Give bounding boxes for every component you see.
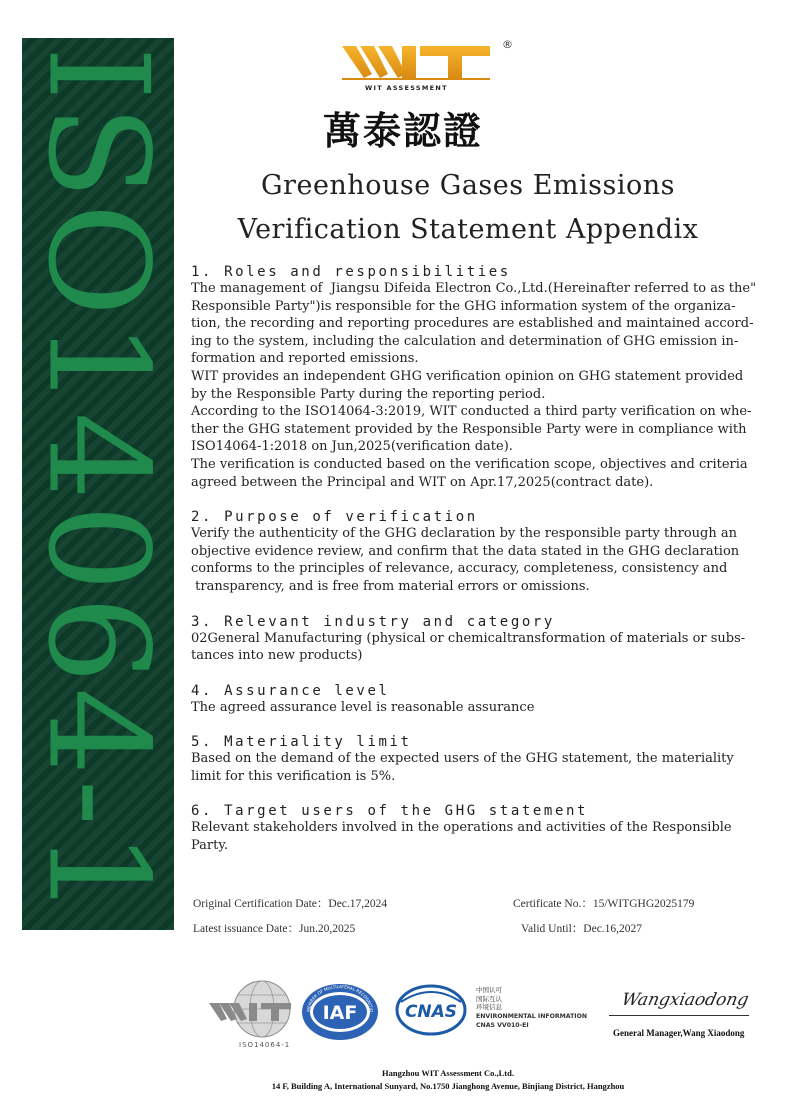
globe-icon — [207, 975, 297, 1043]
signature-script: Wangxiaodong — [619, 990, 751, 1010]
section-3 — [191, 614, 771, 665]
footer-address: 14 F, Building A, International Sunyard, No.1750 Jianghong Avenue, Binjiang District, Hangzhou — [271, 1081, 625, 1091]
section-paragraph — [191, 630, 771, 665]
section-body — [191, 750, 771, 785]
text-line: The management of Jiangsu Difeida Electron Co.,Ltd.(Hereinafter referred to as the" — [191, 281, 757, 296]
text-line: by the Responsible Party during the reporting period. — [191, 386, 546, 402]
valid-until-date: Valid Until：Dec.16,2027 — [521, 923, 643, 935]
cnas-cn-line-2: 国际互认 — [476, 994, 502, 1003]
text-line: ing to the system, including the calculation and determination of GHG emission in- — [191, 333, 739, 349]
signatory-title: General Manager,Wang Xiaodong — [613, 1028, 745, 1038]
section-body — [191, 819, 771, 854]
cnas-emblem-icon — [395, 984, 467, 1036]
iaf-emblem-icon — [300, 982, 380, 1042]
text-line: Relevant stakeholders involved in the operations and activities of the Responsible — [191, 820, 732, 836]
text-line: The agreed assurance level is reasonable assurance — [191, 699, 535, 715]
certificate-number: Certificate No.：15/WITGHG2025179 — [513, 898, 695, 910]
iaf-seal — [300, 982, 380, 1042]
section-heading: 2. Purpose of verification — [191, 509, 478, 526]
section-body — [191, 280, 771, 491]
registered-mark: ® — [502, 38, 513, 51]
wit-assessment-caption: WIT ASSESSMENT — [365, 84, 448, 92]
section-2 — [191, 509, 771, 595]
cnas-seal — [395, 984, 467, 1036]
text-line: WIT provides an independent GHG verification opinion on GHG statement provided — [191, 368, 744, 384]
statement-content — [191, 264, 771, 873]
text-line: tion, the recording and reporting procedures are established and maintained accord- — [191, 316, 754, 332]
latest-issuance-date: Latest issuance Date：Jun.20,2025 — [193, 923, 356, 935]
text-line: tances into new products) — [191, 648, 363, 664]
text-line: 02General Manufacturing (physical or chemicaltransformation of materials or subs- — [191, 630, 746, 646]
text-line: objective evidence review, and confirm that the data stated in the GHG declaration — [191, 543, 740, 559]
iso-sidebar-band — [17, 38, 179, 930]
wit-logo-mark-icon — [342, 40, 490, 82]
cnas-cn-line-1: 中国认可 — [476, 986, 502, 994]
wit-globe-seal — [207, 975, 297, 1055]
section-paragraph — [191, 403, 771, 456]
section-paragraph — [191, 750, 771, 785]
section-body — [191, 699, 771, 717]
section-paragraph — [191, 368, 771, 403]
section-6 — [191, 803, 771, 854]
text-line: According to the ISO14064-3:2019, WIT conducted a third party verification on whe- — [191, 404, 752, 420]
text-line: transparency, and is free from material errors or omissions. — [191, 578, 590, 594]
text-line: ISO14064-1:2018 on Jun,2025(verification date). — [191, 439, 513, 455]
section-paragraph — [191, 280, 771, 368]
text-line: limit for this verification is 5%. — [191, 768, 396, 784]
wit-logo — [323, 38, 530, 153]
cnas-text: CNAS — [404, 1002, 458, 1022]
section-4 — [191, 683, 771, 717]
chinese-company-name: 萬泰認證 — [323, 109, 484, 153]
text-line: formation and reported emissions. — [191, 351, 419, 367]
section-5 — [191, 734, 771, 785]
text-line: Based on the demand of the expected users of the GHG statement, the materiality — [191, 751, 734, 767]
cnas-cn-line-3: 环境信息 — [476, 1003, 502, 1011]
text-line: Party. — [191, 838, 229, 854]
section-paragraph — [191, 819, 771, 854]
footer-company: Hangzhou WIT Assessment Co.,Ltd. — [382, 1068, 514, 1078]
text-line: conforms to the principles of relevance, accuracy, completeness, consistency and — [191, 561, 728, 577]
text-line: ther the GHG statement provided by the Responsible Party were in compliance with — [191, 421, 747, 437]
section-1 — [191, 264, 771, 491]
original-certification-date: Original Certification Date：Dec.17,2024 — [193, 898, 388, 910]
wit-seal-caption: ISO14064-1 — [239, 1041, 291, 1049]
section-paragraph — [191, 525, 771, 595]
section-heading: 4. Assurance level — [191, 682, 390, 699]
section-paragraph — [191, 456, 771, 491]
text-line: The verification is conducted based on the verification scope, objectives and criteria — [191, 456, 748, 472]
section-paragraph — [191, 699, 771, 717]
cnas-env-info: ENVIRONMENTAL INFORMATION — [476, 1012, 588, 1020]
section-heading: 6. Target users of the GHG statement — [191, 803, 589, 820]
iaf-text: IAF — [322, 1002, 358, 1024]
section-body — [191, 525, 771, 595]
section-body — [191, 630, 771, 665]
section-heading: 1. Roles and responsibilities — [191, 264, 511, 280]
iso-sidebar-text: ISO14064-1 — [17, 46, 179, 922]
section-heading: 3. Relevant industry and category — [191, 613, 555, 630]
text-line: Verify the authenticity of the GHG declaration by the responsible party through an — [191, 526, 737, 542]
iaf-ring-text: MEMBER OF MULTILATERAL RECOGNITIO — [305, 983, 375, 1013]
text-line: agreed between the Principal and WIT on Apr.17,2025(contract date). — [191, 474, 654, 490]
text-line: Responsible Party")is responsible for the GHG information system of the organiza- — [191, 298, 736, 314]
title-line-2: Verification Statement Appendix — [237, 214, 699, 245]
signature-line — [609, 1015, 749, 1016]
cnas-code: CNAS VV010-EI — [476, 1021, 529, 1029]
section-heading: 5. Materiality limit — [191, 734, 412, 751]
title-line-1: Greenhouse Gases Emissions — [260, 170, 675, 201]
cnas-info — [476, 986, 587, 1030]
